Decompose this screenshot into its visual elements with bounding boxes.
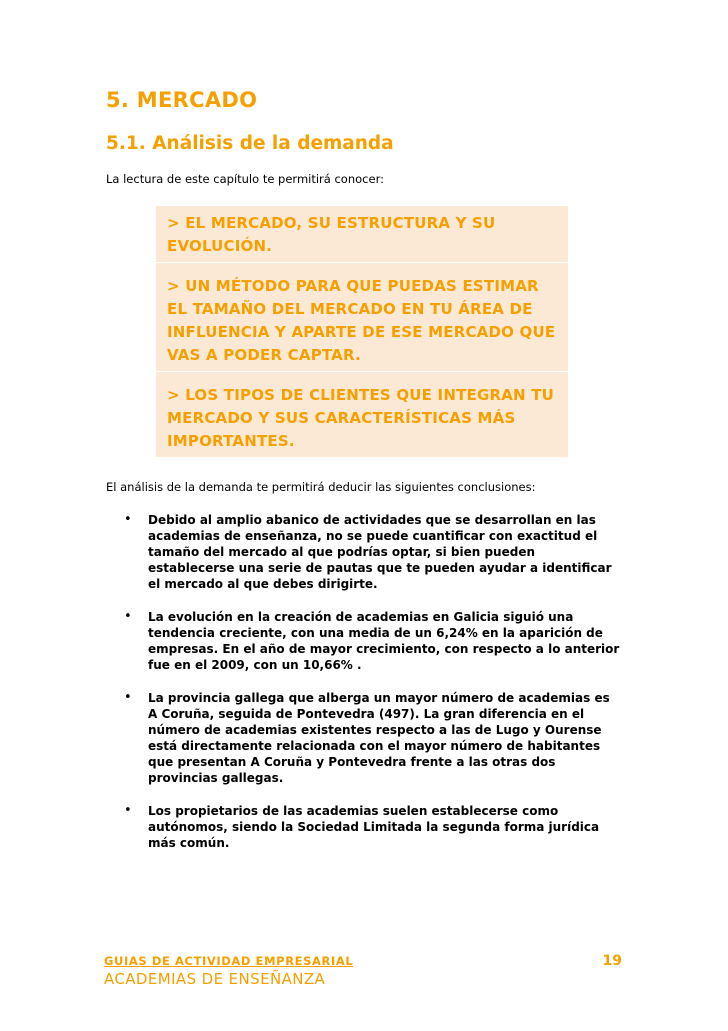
list-item-text: La evolución en la creación de academias en Galicia siguió una tendencia creciente, con una media de un 6,24% en la aparición de empresas. En el año de mayor crecimiento, con respecto a lo anterior fue en el 2009, con un 10,66% .	[148, 610, 620, 672]
bullet-icon: •	[124, 512, 132, 527]
bullet-icon: •	[124, 609, 132, 624]
conclusions-intro: El análisis de la demanda te permitirá deducir las siguientes conclusiones:	[106, 480, 536, 494]
list-item	[106, 512, 621, 592]
highlight-item: > EL MERCADO, SU ESTRUCTURA Y SU EVOLUCIÓN.	[167, 214, 496, 255]
bullet-icon: •	[124, 803, 132, 818]
intro-text: La lectura de este capítulo te permitirá conocer:	[106, 172, 384, 186]
list-item	[106, 690, 621, 786]
list-item-text: Los propietarios de las academias suelen establecerse como autónomos, siendo la Sociedad Limitada la segunda forma jurídica más común.	[148, 804, 600, 850]
highlight-item: > LOS TIPOS DE CLIENTES QUE INTEGRAN TU MERCADO Y SUS CARACTERÍSTICAS MÁS IMPORTANTES.	[156, 371, 568, 457]
footer-series: GUIAS DE ACTIVIDAD EMPRESARIAL	[104, 954, 354, 968]
section-subtitle: 5.1. Análisis de la demanda	[106, 133, 394, 154]
list-item-text: La provincia gallega que alberga un mayor número de academias es A Coruña, seguida de Pontevedra (497). La gran diferencia en el número de academias existentes respecto a las de Lugo y Ourense está directamente relacionada con el mayor número de habitantes que presentan A Coruña y Pontevedra frente a las otras dos provincias gallegas.	[148, 691, 610, 785]
list-item	[106, 803, 621, 851]
highlight-box	[156, 206, 568, 457]
footer-guide-title: ACADEMIAS DE ENSEÑANZA	[104, 970, 326, 988]
conclusions-list	[106, 512, 621, 868]
list-item-text: Debido al amplio abanico de actividades que se desarrollan en las academias de enseñanza, no se puede cuantificar con exactitud el tamaño del mercado al que podrías optar, si bien pueden establecerse una serie de pautas que te pueden ayudar a identificar el mercado al que debes dirigirte.	[148, 513, 612, 591]
list-item	[106, 609, 621, 673]
bullet-icon: •	[124, 690, 132, 705]
highlight-item: > UN MÉTODO PARA QUE PUEDAS ESTIMAR EL TAMAÑO DEL MERCADO EN TU ÁREA DE INFLUENCIA Y APARTE DE ESE MERCADO QUE VAS A PODER CAPTAR.	[156, 262, 568, 371]
page-number: 19	[602, 953, 622, 969]
section-title: 5. MERCADO	[106, 88, 258, 112]
